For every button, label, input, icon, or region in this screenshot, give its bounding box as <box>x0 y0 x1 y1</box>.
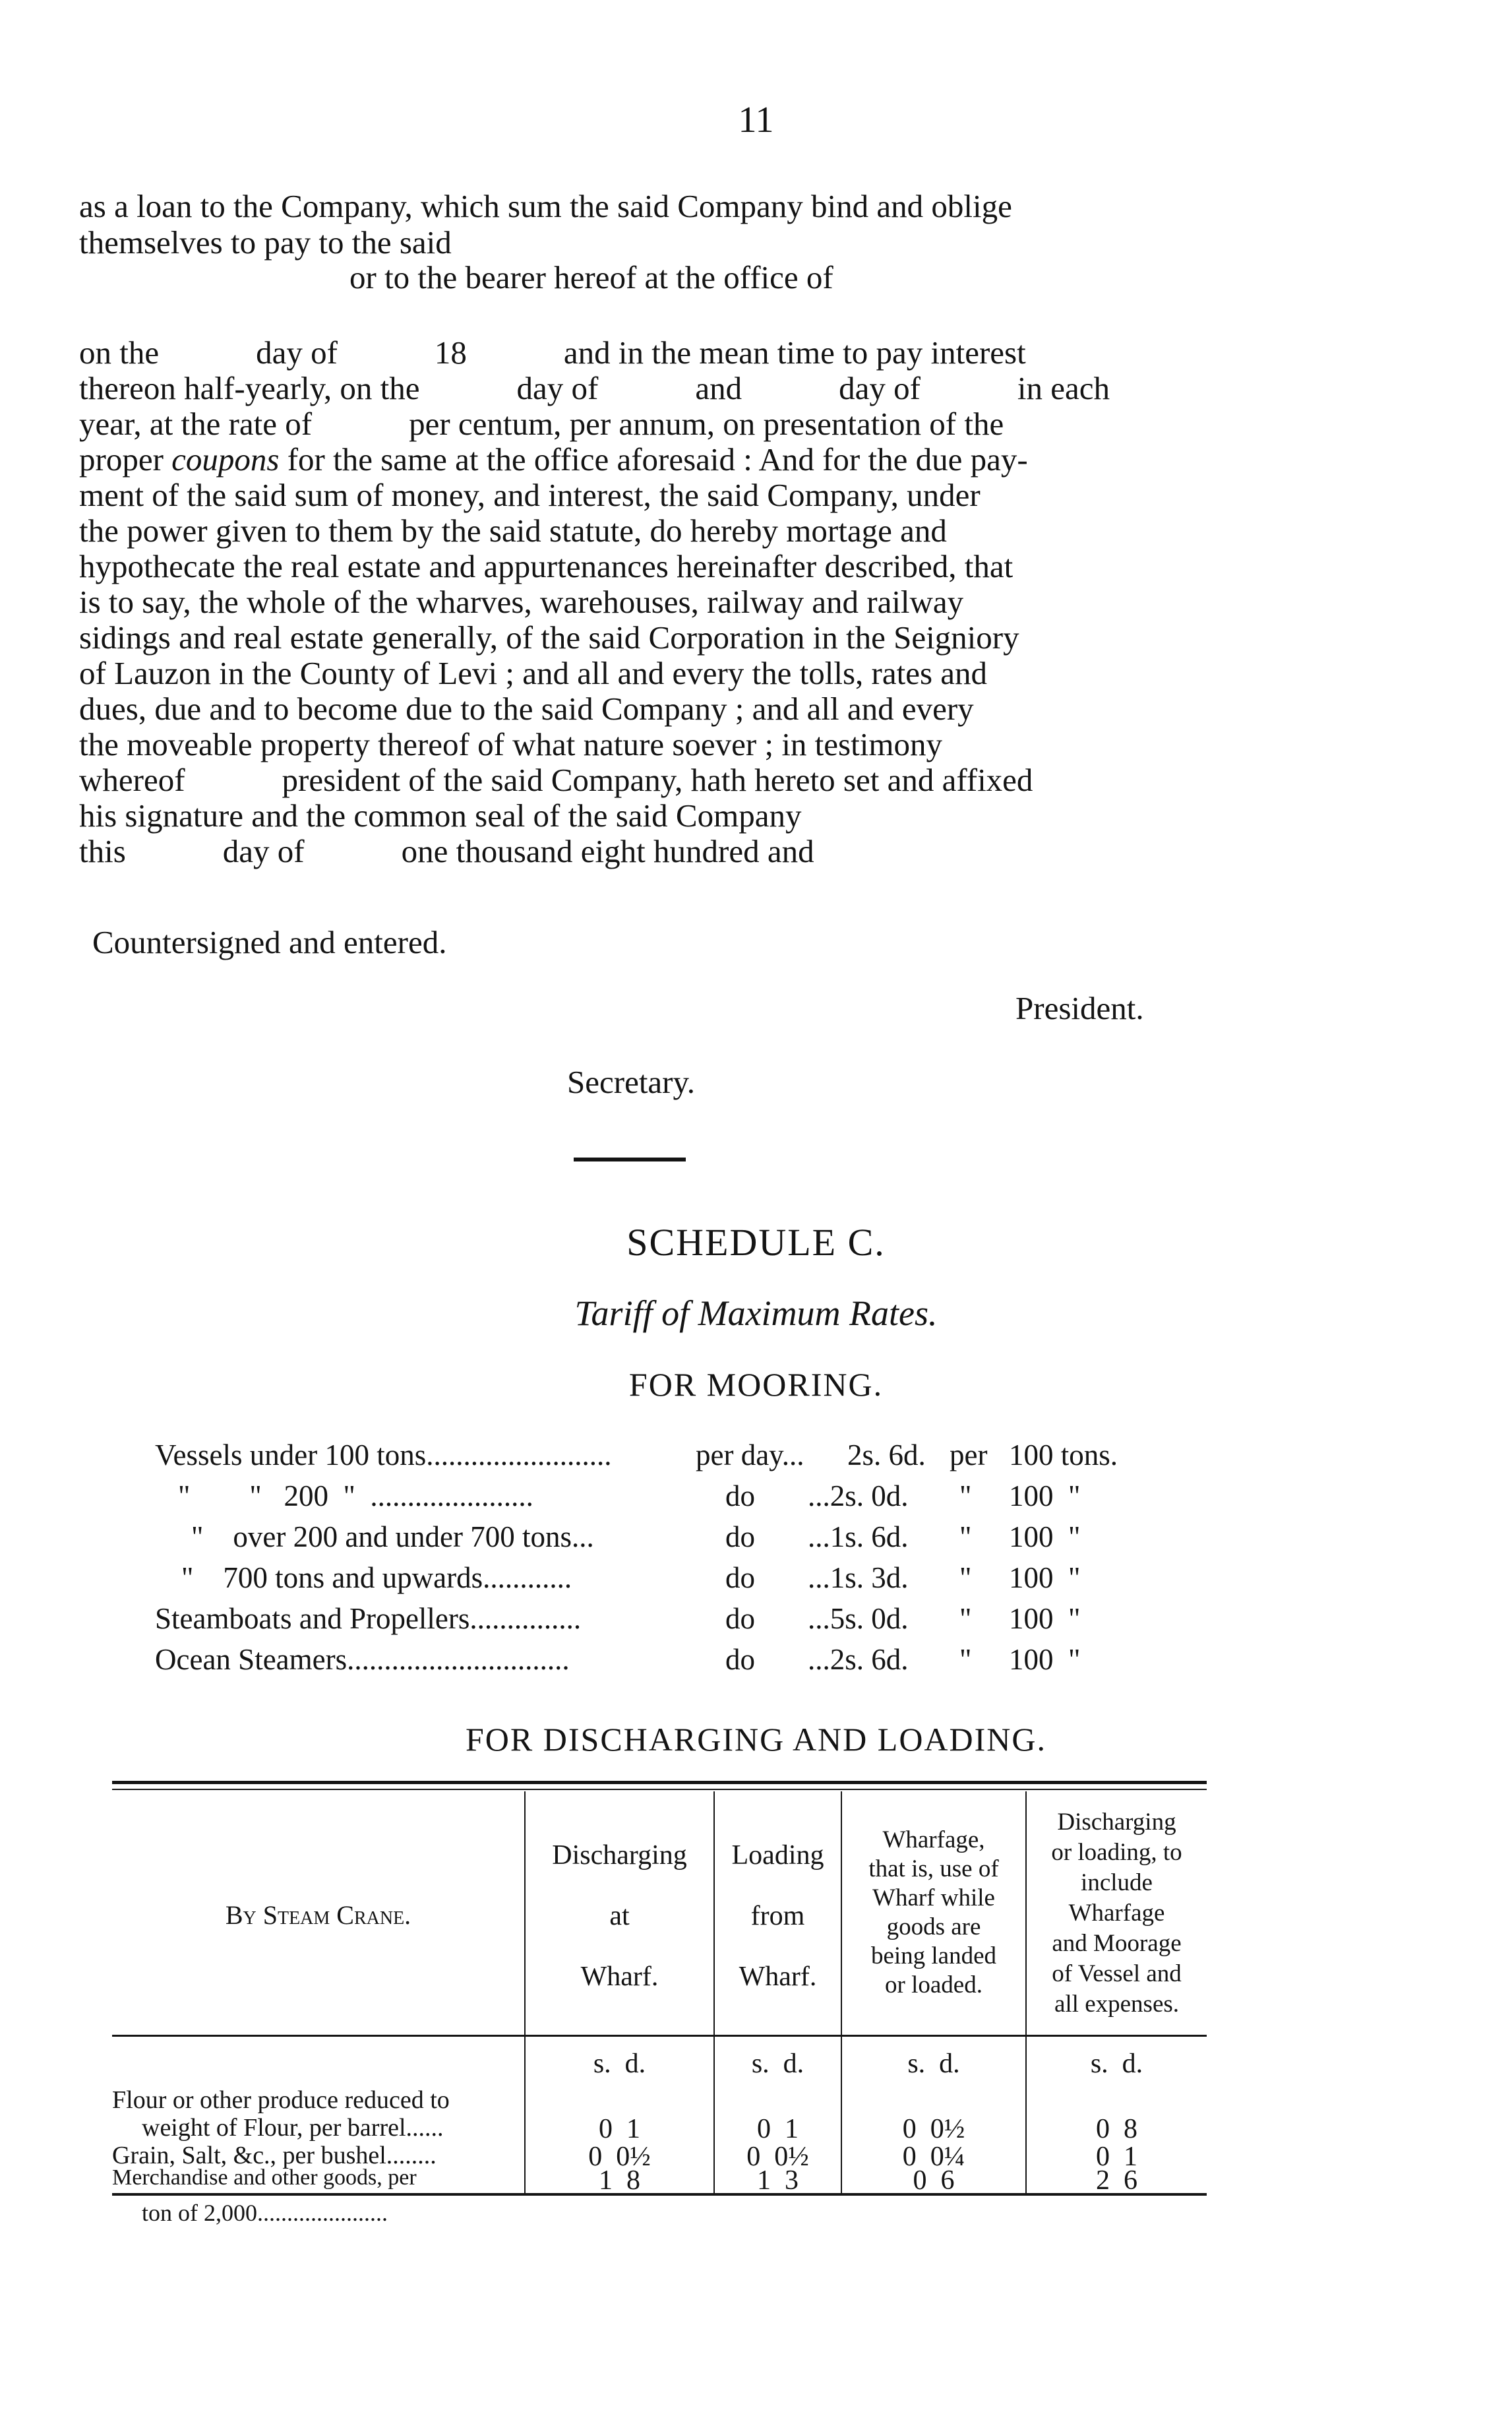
mooring-period: do <box>725 1602 755 1635</box>
unit-label: s. d. <box>593 2049 646 2079</box>
mooring-rate: ...1s. 6d. <box>808 1520 909 1553</box>
mooring-rate: ...1s. 3d. <box>808 1561 909 1594</box>
text-line: thereon half-yearly, on the day of and day of in each <box>79 370 1110 406</box>
mooring-rate: 2s. 6d. <box>847 1439 926 1471</box>
mooring-period: do <box>725 1520 755 1553</box>
text-line: proper coupons for the same at the office aforesaid : And for the due pay- <box>79 441 1028 478</box>
secretary-signature-label: Secretary. <box>567 1064 696 1100</box>
header-discharging: Discharging at Wharf. <box>552 1840 687 1992</box>
unit-label: s. d. <box>907 2049 960 2079</box>
text-line: themselves to pay to the said <box>79 224 452 261</box>
text-line: his signature and the common seal of the said Company <box>79 797 802 834</box>
countersigned-line: Countersigned and entered. <box>92 924 447 960</box>
row-label: weight of Flour, per barrel...... <box>142 2114 444 2142</box>
header-all-expenses: Discharging or loading, to include Wharfage and Moorage of Vessel and all expenses. <box>1051 1809 1182 2018</box>
mooring-item: " 700 tons and upwards............ <box>181 1561 572 1594</box>
text-line: dues, due and to become due to the said Company ; and all and every <box>79 691 974 727</box>
text-line: the moveable property thereof of what nature soever ; in testimony <box>79 726 942 762</box>
text-line: sidings and real estate generally, of the said Corporation in the Seigniory <box>79 619 1019 656</box>
mooring-heading: FOR MOORING. <box>628 1366 884 1403</box>
mooring-rate: ...5s. 0d. <box>808 1602 909 1635</box>
text-line: this day of one thousand eight hundred and <box>79 833 814 869</box>
table-top-rule <box>112 1789 1207 1790</box>
mooring-tons: 100 " <box>1009 1479 1081 1512</box>
header-rule <box>112 2035 1207 2037</box>
rate-cell: 0 0½ <box>902 2114 965 2144</box>
mooring-rate: ...2s. 6d. <box>808 1643 909 1676</box>
table-top-rule <box>112 1781 1207 1784</box>
text-line: is to say, the whole of the wharves, warehouses, railway and railway <box>79 584 964 620</box>
tariff-subtitle: Tariff of Maximum Rates. <box>574 1293 938 1333</box>
mooring-period: do <box>725 1643 755 1676</box>
mooring-per: per <box>950 1439 988 1471</box>
header-wharfage: Wharfage, that is, use of Wharf while goods are being landed or loaded. <box>868 1826 999 1998</box>
text-line: year, at the rate of per centum, per annum, on presentation of the <box>79 406 1004 442</box>
section-divider <box>574 1158 686 1161</box>
schedule-title: SCHEDULE C. <box>626 1221 886 1264</box>
row-label: Flour or other produce reduced to <box>112 2086 450 2114</box>
rate-cell: 0 8 <box>1096 2114 1137 2144</box>
italic-word: coupons <box>171 441 280 478</box>
mooring-tons: 100 " <box>1009 1520 1081 1553</box>
mooring-item: Steamboats and Propellers............... <box>155 1602 582 1635</box>
text-line: ment of the said sum of money, and interest, the said Company, under <box>79 477 981 513</box>
unit-label: s. d. <box>751 2049 804 2079</box>
text-line: as a loan to the Company, which sum the said Company bind and oblige <box>79 188 1012 224</box>
mooring-per: " <box>959 1520 972 1553</box>
mooring-per: " <box>959 1643 972 1676</box>
unit-label: s. d. <box>1090 2049 1143 2079</box>
discharging-heading: FOR DISCHARGING AND LOADING. <box>465 1721 1047 1758</box>
president-signature-label: President. <box>1015 990 1144 1026</box>
mooring-period: do <box>725 1561 755 1594</box>
rate-cell: 2 6 <box>1096 2165 1137 2196</box>
mooring-item: Ocean Steamers.............................. <box>155 1643 570 1676</box>
rate-cell: 1 8 <box>599 2165 640 2196</box>
text-line: hypothecate the real estate and appurtenances hereinafter described, that <box>79 548 1013 584</box>
mooring-per: " <box>959 1602 972 1635</box>
rate-cell: 0 1 <box>757 2114 799 2144</box>
mooring-tons: 100 " <box>1009 1602 1081 1635</box>
page-number: 11 <box>738 100 774 140</box>
mooring-rate: ...2s. 0d. <box>808 1479 909 1512</box>
mooring-period: do <box>725 1479 755 1512</box>
mooring-tons: 100 " <box>1009 1561 1081 1594</box>
mooring-tons: 100 " <box>1009 1643 1081 1676</box>
header-loading: Loading from Wharf. <box>731 1840 824 1992</box>
text-line: or to the bearer hereof at the office of <box>349 259 833 295</box>
rate-cell: 0 0½ <box>746 2142 809 2172</box>
row-label: Grain, Salt, &c., per bushel........ <box>112 2142 437 2169</box>
mooring-tons: 100 tons. <box>1009 1439 1118 1471</box>
rate-cell: 0 6 <box>913 2165 955 2196</box>
mooring-item: " over 200 and under 700 tons... <box>191 1520 594 1553</box>
rate-cell: 1 3 <box>757 2165 799 2196</box>
mooring-period: per day... <box>696 1439 804 1471</box>
text-line: on the day of 18 and in the mean time to pay interest <box>79 334 1026 371</box>
rate-cell: 0 0¼ <box>902 2142 965 2172</box>
mooring-item: Vessels under 100 tons......................... <box>155 1439 612 1471</box>
text-line: whereof president of the said Company, hath hereto set and affixed <box>79 762 1033 798</box>
row-label: ton of 2,000...................... <box>142 2200 388 2226</box>
rate-cell: 0 1 <box>599 2114 640 2144</box>
text-line: the power given to them by the said statute, do hereby mortage and <box>79 512 947 549</box>
mooring-per: " <box>959 1479 972 1512</box>
rate-cell: 0 0½ <box>588 2142 651 2172</box>
mooring-per: " <box>959 1561 972 1594</box>
row-label: Merchandise and other goods, per <box>112 2165 417 2190</box>
header-by-steam-crane: By Steam Crane. <box>225 1900 411 1930</box>
text-line: of Lauzon in the County of Levi ; and all and every the tolls, rates and <box>79 655 988 691</box>
rate-cell: 0 1 <box>1096 2142 1137 2172</box>
mooring-item: " " 200 " ...................... <box>178 1479 533 1512</box>
